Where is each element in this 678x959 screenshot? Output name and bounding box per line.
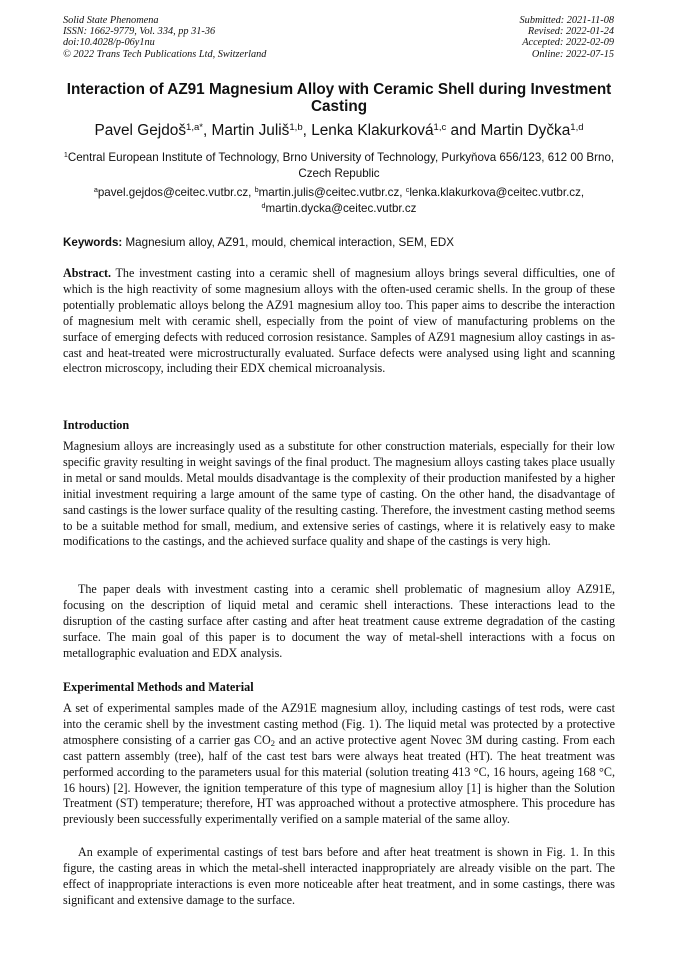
section-heading-introduction: Introduction [63, 418, 130, 432]
author-name: Martin Juliš [211, 122, 290, 139]
abstract [63, 266, 615, 377]
author-superscript: 1,c [433, 121, 447, 133]
author-name: Lenka Klakurková [311, 122, 434, 139]
journal-name: Solid State Phenomena [63, 15, 159, 26]
revised-date: Revised: 2022-01-24 [527, 26, 614, 38]
experimental-text: A set of experimental samples made of the AZ91E magnesium alloy, including castings of test rods, were cast into the ceramic shell by the investment casting method (Fig. 1). The liquid metal was protected by a protective atmosphere consisting of a carrier gas CO [63, 701, 615, 747]
affiliation [63, 150, 615, 182]
accepted-date: Accepted: 2022-02-09 [522, 37, 614, 49]
author-separator: , [302, 122, 312, 139]
affiliation-superscript: 1 [63, 150, 68, 160]
email-link[interactable]: martin.julis@ceitec.vutbr.cz [258, 186, 400, 199]
email-superscript: b [254, 185, 259, 195]
author-separator: and [446, 122, 481, 139]
author-name: Pavel Gejdoš [94, 122, 187, 139]
author-superscript: 1,d [570, 121, 584, 133]
author-list [40, 122, 638, 140]
author-separator: , [202, 122, 212, 139]
keywords-label: Keywords: [63, 236, 123, 249]
experimental-paragraph: An example of experimental castings of test bars before and after heat treatment is shown in Fig. 1. In this figure, the casting areas in which the metal-shell interacted inappropriately are already visible on the part. The effect of inappropriate interactions is even more noticeable after heat treatment, and in some castings, there was significant and extensive damage to the surface. [63, 845, 615, 907]
author-name: Martin Dyčka [480, 122, 571, 139]
doi[interactable]: doi:10.4028/p-06y1nu [63, 37, 155, 49]
email-link[interactable]: lenka.klakurkova@ceitec.vutbr.cz [409, 186, 581, 199]
abstract-label: Abstract. [63, 266, 112, 280]
experimental-paragraph [63, 701, 615, 828]
email-superscript: d [261, 200, 266, 210]
email-superscript: c [405, 185, 410, 195]
keywords-text: Magnesium alloy, AZ91, mould, chemical interaction, SEM, EDX [125, 236, 454, 249]
email-link[interactable]: martin.dycka@ceitec.vutbr.cz [265, 201, 417, 215]
submitted-date: Submitted: 2021-11-08 [519, 15, 614, 26]
introduction-paragraph: Magnesium alloys are increasingly used as a substitute for other construction materials, especially for their low specific gravity resulting in weight savings of the final product. The magnesium alloys casting takes place usually in metal or sand moulds. Metal moulds disadvantage is the complexity of their production manifested by a higher initial investment requiring a large amount of the same type of casting. On the other hand, the disadvantage of sand castings is the lower surface quality of the resulting casting. Therefore, the investment casting method seems to be a suitable method for small, medium, and extensive series of castings, where it is relatively easy to make modifications to the castings, and the achieved surface quality and shape of the castings is very high. [63, 439, 615, 549]
subscript: 2 [270, 737, 275, 748]
copyright: © 2022 Trans Tech Publications Ltd, Switzerland [63, 48, 267, 60]
author-superscript: 1,b [289, 121, 303, 133]
email-list: $^a$pavel.gejdos@ceitec.vutbr.cz, $^b$martin.julis@ceitec.vutbr.cz, $^c$lenka.klakurkova@ceitec.vutbr.cz, $^d$martin.dycka@ceitec.vutbr.cz [93, 185, 585, 215]
experimental-text: and an active protective agent Novec 3M during casting. From each cast pattern assembly (tree), half of the cast test bars were always heat treated (HT). The heat treatment was performed according to the parameters usual for this material (solution treating 413 °C, 16 hours, ageing 168 °C, 16 hours) [2]. However, the ignition temperature of this type of magnesium alloy [1] is higher than the Solution Treatment (ST) temperature; therefore, HT was approached without a protective atmosphere. This procedure has previously been successfully experimentally verified on a sample material of the same alloy. [63, 732, 616, 827]
keywords [63, 235, 615, 250]
issn: ISSN: 1662-9779, Vol. 334, pp 31-36 [63, 26, 216, 38]
online-date: Online: 2022-07-15 [531, 48, 614, 60]
email-superscript: a [93, 185, 98, 195]
paper-title: Interaction of AZ91 Magnesium Alloy with Ceramic Shell during Investment Casting [66, 81, 612, 115]
section-heading-experimental: Experimental Methods and Material [63, 680, 254, 694]
abstract-text: The investment casting into a ceramic shell of magnesium alloys brings several difficulties, one of which is the high reactivity of some magnesium alloys with the often-used ceramic shells. In the group of these potentially problematic alloys belong the AZ91 magnesium alloy too. This paper aims to describe the interaction of magnesium melt with ceramic shell, especially from the point of view of manufacturing problems on the surface of emerging defects with reduced corrosion resistance. Samples of AZ91 magnesium alloy castings in as-cast and heat-treated were microstructurally evaluated. Surface defects were analysed using light and scanning electron microscopy, including their EDX chemical microanalysis. [63, 266, 616, 376]
affiliation-text: Central European Institute of Technology, Brno University of Technology, Purkyňova 656/123, 612 00 Brno, Czech Republic [67, 151, 615, 180]
introduction-paragraph: The paper deals with investment casting into a ceramic shell problematic of magnesium alloy AZ91E, focusing on the description of liquid metal and ceramic shell interactions. These interactions lead to the disruption of the casting surface after casting and after heat treatment cause extreme degradation of the casting surface. The main goal of this paper is to document the way of metal-shell interactions with a focus on metallographic evaluation and EDX analysis. [63, 582, 615, 660]
author-superscript: 1,a* [186, 121, 203, 133]
journal-info [63, 15, 266, 60]
email-link[interactable]: pavel.gejdos@ceitec.vutbr.cz [97, 186, 249, 199]
publication-dates [520, 15, 614, 60]
